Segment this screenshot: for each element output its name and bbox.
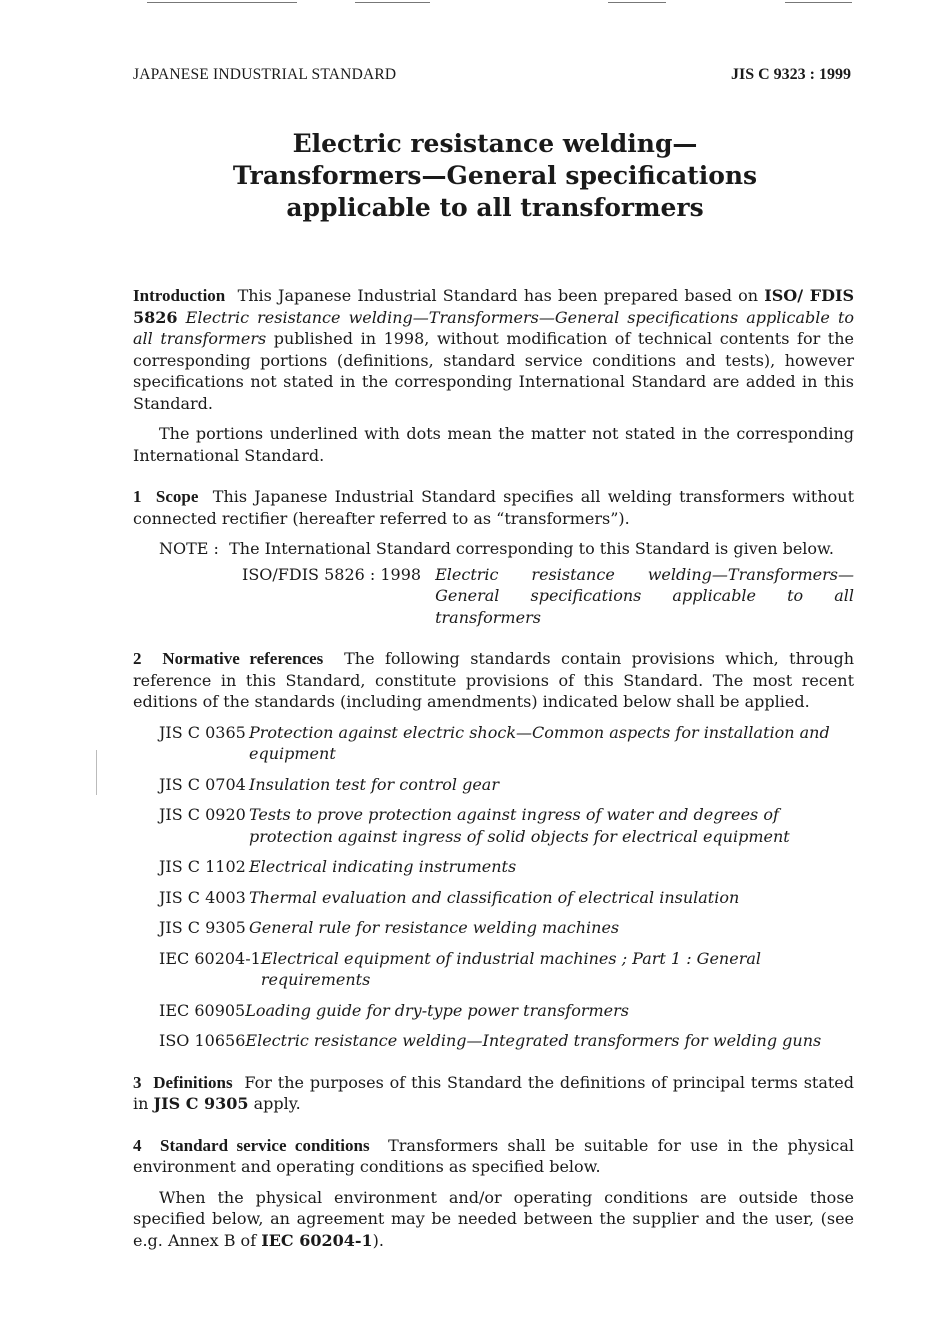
top-rule (147, 2, 297, 3)
normative-number: 2 (133, 649, 142, 668)
note-ref-code: ISO/FDIS 5826 : 1998 (242, 564, 422, 584)
reference-item (133, 917, 854, 939)
service-text: Transformers shall be suitable for use in the physical environment and operating conditions as specified below. (133, 1135, 855, 1176)
service-p2-ref-code: IEC 60204-1 (261, 1230, 373, 1250)
service-paragraph-2 (133, 1187, 854, 1252)
top-rule (785, 2, 852, 3)
definitions-heading: Definitions (153, 1072, 233, 1092)
reference-code: JIS C 0920 (159, 805, 246, 824)
service-p2-text-end: ). (372, 1230, 384, 1250)
scope-heading: Scope (155, 487, 199, 506)
service-p2-text: When the physical environment and/or operating conditions are outside those specified below, an agreement may be needed between the supplier and the user, (see e.g. Annex B of (133, 1187, 854, 1250)
service-paragraph (133, 1135, 854, 1178)
document-title (0, 128, 950, 224)
reference-code: JIS C 0704 (159, 774, 246, 794)
reference-list (133, 722, 854, 1052)
scope-number: 1 (133, 487, 142, 506)
definitions-number: 3 (133, 1072, 142, 1092)
header-standard-number: JIS C 9323 : 1999 (730, 66, 851, 83)
reference-item (133, 804, 854, 847)
reference-title: Electric resistance welding—Integrated transformers for welding guns (245, 1031, 822, 1050)
intro-note-paragraph: The portions underlined with dots mean the matter not stated in the corresponding International Standard. (133, 424, 854, 465)
intro-ref-title: Electric resistance welding—Transformers—General specifications applicable to all transformers (133, 307, 854, 348)
note-ref-title: Electric resistance welding—Transformers—General specifications applicable to all transformers (435, 564, 854, 627)
reference-item (133, 774, 854, 796)
reference-code: JIS C 0365 (159, 722, 246, 742)
reference-title: Electrical equipment of industrial machines ; Part 1 : General requirements (260, 948, 761, 989)
definitions-ref-code: JIS C 9305 (153, 1094, 249, 1113)
reference-title: Electrical indicating instruments (249, 857, 517, 876)
title-line: applicable to all transformers (286, 193, 704, 222)
title-line: Transformers—General specifications (232, 161, 758, 190)
intro-ref-code: ISO/ FDIS 5826 (133, 286, 854, 327)
reference-title: Loading guide for dry-type power transformers (245, 1000, 629, 1020)
reference-item (133, 1000, 854, 1022)
top-rule (608, 2, 666, 3)
reference-item (133, 887, 854, 909)
document-body (133, 285, 854, 1251)
reference-title: Thermal evaluation and classification of electrical insulation (249, 887, 740, 907)
header-standard-label: JAPANESE INDUSTRIAL STANDARD (133, 66, 397, 83)
definitions-text: For the purposes of this Standard the definitions of principal terms stated in (133, 1072, 855, 1113)
normative-heading: Normative references (162, 649, 324, 668)
service-number: 4 (133, 1135, 142, 1155)
reference-title: Protection against electric shock—Common aspects for installation and equipment (249, 722, 830, 763)
reference-item (133, 722, 854, 765)
normative-text: The following standards contain provisions which, through reference in this Standard, constitute provisions of this Standard. The most recent editions of the standards (including amendments) indicated below shall be applied. (133, 649, 855, 711)
reference-title: Insulation test for control gear (249, 774, 499, 794)
intro-paragraph (133, 285, 854, 414)
intro-heading: Introduction (133, 286, 226, 305)
reference-item (133, 948, 854, 991)
reference-code: ISO 10656 (159, 1031, 246, 1050)
note-text: The International Standard corresponding to this Standard is given below. (229, 539, 834, 558)
intro-text-cont: published in 1998, without modification of technical contents for the corresponding portions (definitions, standard service conditions and tests), however specifications not stated in the corresponding International Standard are added in this Standard. (133, 329, 854, 413)
reference-code: JIS C 1102 (159, 857, 246, 876)
note-label: NOTE : (159, 539, 219, 558)
reference-code: IEC 60905 (159, 1000, 246, 1020)
reference-item (133, 856, 854, 878)
scope-note (133, 538, 854, 560)
intro-text: This Japanese Industrial Standard has been prepared based on (237, 286, 765, 305)
scope-text: This Japanese Industrial Standard specifies all welding transformers without connected rectifier (hereafter referred to as “transformers”). (133, 487, 855, 528)
normative-paragraph (133, 648, 854, 713)
reference-code: JIS C 4003 (159, 887, 246, 907)
reference-title: General rule for resistance welding machines (249, 918, 620, 937)
definitions-text-end: apply. (248, 1094, 301, 1113)
reference-title: Tests to prove protection against ingress of water and degrees of protection against ingress of solid objects for electrical equipment (249, 805, 790, 846)
reference-item (133, 1030, 854, 1052)
scope-paragraph (133, 486, 854, 529)
reference-code: IEC 60204-1 (159, 948, 261, 968)
title-line: Electric resistance welding— (292, 129, 698, 158)
service-heading: Standard service conditions (160, 1135, 370, 1155)
scan-mark (96, 750, 97, 795)
note-reference (133, 564, 854, 629)
top-rule (355, 2, 430, 3)
definitions-paragraph (133, 1072, 854, 1115)
reference-code: JIS C 9305 (159, 918, 246, 937)
